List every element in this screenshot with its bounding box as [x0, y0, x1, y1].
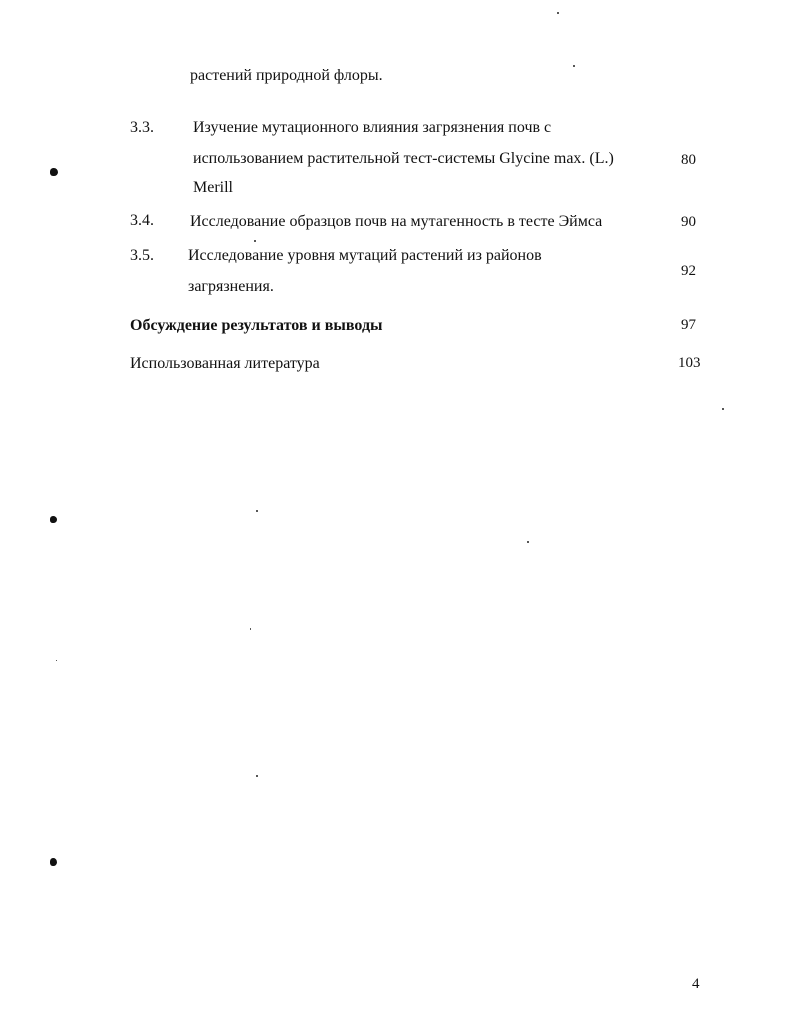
- toc-entry-title-line: Изучение мутационного влияния загрязнения почв с: [193, 119, 552, 136]
- scan-blot: [50, 168, 58, 176]
- toc-entry-title-line: Merill: [193, 179, 233, 196]
- scan-blot: [50, 858, 57, 866]
- toc-entry-number: 3.4.: [130, 212, 154, 229]
- toc-entry-page: 103: [678, 355, 701, 371]
- scan-blot: [50, 516, 57, 523]
- toc-entry-title-line: Обсуждение результатов и выводы: [130, 317, 383, 334]
- scan-speck: [250, 628, 251, 630]
- scan-speck: [557, 12, 559, 14]
- toc-entry-page: 97: [681, 317, 696, 333]
- toc-entry-page: 90: [681, 214, 696, 230]
- toc-entry-title-line: Исследование образцов почв на мутагенность в тесте Эймса: [190, 213, 603, 230]
- toc-entry-title-line: загрязнения.: [188, 278, 274, 295]
- toc-entry-number: 3.3.: [130, 119, 154, 136]
- scan-speck: [56, 660, 57, 661]
- toc-entry-title-line: Исследование уровня мутаций растений из районов: [188, 247, 542, 264]
- toc-entry-page: 92: [681, 263, 696, 279]
- scan-speck: [573, 65, 575, 67]
- toc-entry-title-line: Использованная литература: [130, 355, 320, 372]
- toc-entry-number: 3.5.: [130, 247, 154, 264]
- page-number: 4: [692, 976, 700, 992]
- scan-speck: [722, 408, 724, 410]
- toc-entry-title-line: использованием растительной тест-системы Glycine max. (L.): [193, 150, 614, 167]
- toc-continuation-line: растений природной флоры.: [190, 67, 383, 84]
- scan-speck: [256, 510, 258, 512]
- scan-speck: [527, 541, 529, 543]
- scan-speck: [254, 240, 256, 242]
- scan-speck: [256, 775, 258, 777]
- toc-entry-page: 80: [681, 152, 696, 168]
